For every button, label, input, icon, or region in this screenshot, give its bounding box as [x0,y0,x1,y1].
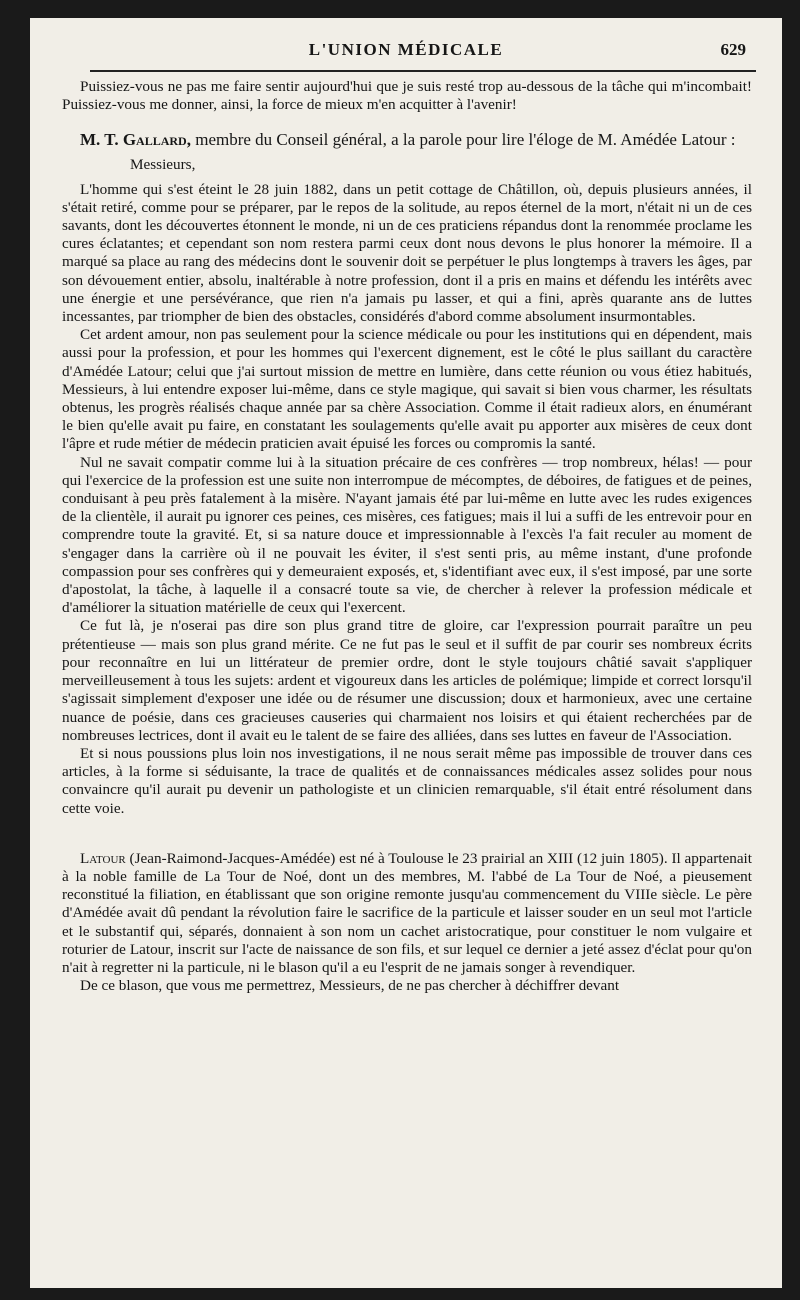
biography-text: (Jean-Raimond-Jacques-Amédée) est né à Toulouse le 23 prairial an XIII (12 juin 1805). Il appartenait à la noble famille de La Tour de Noé, dont un des membres, M. l'abbé de La Tour de Noé, a pieusement reconstitué la filiation, en établissant que son origine remonte jusqu'au commencement du VIIIe siècle. Le père d'Amédée avait dû pendant la révolution faire le sacrifice de la particule et laisser souder en un seul mot l'article et le substantif qui, séparés, donnaient à son nom un cachet aristocratique, pour constituer le nom vulgaire et roturier de Latour, inscrit sur l'acte de naissance de son fils, et sur lequel ce dernier a jeté assez d'éclat pour qu'on n'ait à regretter ni la particule, ni le blason qu'il a eu l'esprit de ne jamais songer à revendiquer. [62,849,752,976]
biography-paragraph [62,850,752,977]
header-rule [90,70,756,72]
speaker-name: M. T. Gallard, [80,130,191,150]
paragraph: Nul ne savait compatir comme lui à la situation précaire de ces confrères — trop nombreux, hélas! — pour qui l'exercice de la profession est une suite non interrompue de mécomptes, de déboires, de fatigues et de peines, conduisant à peu près fatalement à la misère. N'ayant jamais été par lui-même en lutte avec les rudes exigences de la clientèle, il aurait pu ignorer ces peines, ces misères, ces fatigues; mais il lui a suffi de les entrevoir pour en comprendre toute la gravité. Et, si sa nature douce et impressionnable à l'excès l'a fait reculer au moment de s'engager dans la carrière où il ne pouvait les éviter, il s'est senti pris, au même instant, d'une profonde compassion pour ses confrères qui y demeuraient exposés, et, s'identifiant avec eux, il s'est imposé, par une sorte d'apostolat, la tâche, à laquelle il a consacré toute sa vie, de chercher à relever la profession médicale et d'améliorer la situation matérielle de ceux qui l'exercent. [62,453,752,617]
running-title: L'UNION MÉDICALE [308,40,504,59]
salutation: Messieurs, [130,156,196,174]
paragraph: De ce blason, que vous me permettrez, Messieurs, de ne pas chercher à déchiffrer devant [80,977,620,995]
paragraph: Ce fut là, je n'oserai pas dire son plus grand titre de gloire, car l'expression pourrait paraître un peu prétentieuse — mais son plus grand mérite. Ce ne fut pas le seul et il suffit de par courir ses nombreux écrits pour reconnaître en lui un littérateur de premier ordre, dont le style toujours châtié savait s'appliquer merveilleusement à tous les sujets: ardent et vigoureux dans les articles de polémique; limpide et correct lorsqu'il s'agissait simplement d'exposer une idée ou de résumer une discussion; doux et harmonieux, avec une certaine nuance de poésie, dans ces gracieuses causeries qui charmaient nos loisirs et qui étaient recherchées par de nombreuses lectrices, dont il avait eu le talent de se faire des alliées, dans ses luttes en faveur de l'Association. [62,617,752,744]
paragraph: Cet ardent amour, non pas seulement pour la science médicale ou pour les institutions qui en dépendent, mais aussi pour la profession, et pour les hommes qui l'exercent dignement, est le côté le plus saillant du caractère d'Amédée Latour; celui que j'ai surtout mission de mettre en lumière, dans cette réunion ou vous étiez habitués, Messieurs, à lui entendre exposer lui-même, dans ce style magique, qui savait si bien vous charmer, les résultats obtenus, les progrès réalisés chaque année par sa chère Association. Comme il était radieux alors, en énumérant le bien qu'elle avait pu faire, en constatant les soulagements qu'elle avait pu apporter aux misères de ceux dont l'âpre et rude métier de médecin praticien avait épuisé les forces ou compromis la santé. [62,326,752,453]
speaker-line [62,130,752,150]
speaker-text: membre du Conseil général, a la parole pour lire l'éloge de M. Amédée Latour : [190,130,736,150]
page-number: 629 [720,40,746,59]
paragraph-closing-remarks: Puissiez-vous ne pas me faire sentir aujourd'hui que je suis resté trop au-dessous de la tâche qui m'incombait! Puissiez-vous me donner, ainsi, la force de mieux m'en acquitter à l'avenir! [62,78,752,114]
biography-name: Latour [80,849,126,867]
article-body [62,78,752,995]
paragraph: Et si nous poussions plus loin nos investigations, il ne nous serait même pas impossible de trouver dans ces articles, à la forme si séduisante, la trace de qualités et de connaissances médicales assez solides pour nous convaincre qu'il aurait pu devenir un pathologiste et un clinicien remarquable, s'il était entré résolument dans cette voie. [62,744,752,817]
page-header [30,40,782,70]
document-page [30,18,782,1288]
paragraph: L'homme qui s'est éteint le 28 juin 1882, dans un petit cottage de Châtillon, où, depuis plusieurs années, il s'était retiré, comme pour se préparer, par le repos de la solitude, au repos éternel de la mort, n'était ni un de ces savants, dont les découvertes étonnent le monde, ni un de ces praticiens répandus dont la renommée proclame les cures éclatantes; et cependant son nom restera parmi ceux dont nous devons le plus honorer la mémoire. Il a marqué sa place au rang des médecins dont le souvenir doit se perpétuer le plus longtemps à travers les âges, par son dévouement entier, absolu, inaltérable à notre profession, dont il a pris en mains et défendu les intérêts avec une énergie et une persévérance, que rien n'a jamais pu lasser, et qui a fini, après quarante ans de luttes incessantes, par triompher de bien des obstacles, considérés d'abord comme absolument insurmontables. [62,180,752,326]
